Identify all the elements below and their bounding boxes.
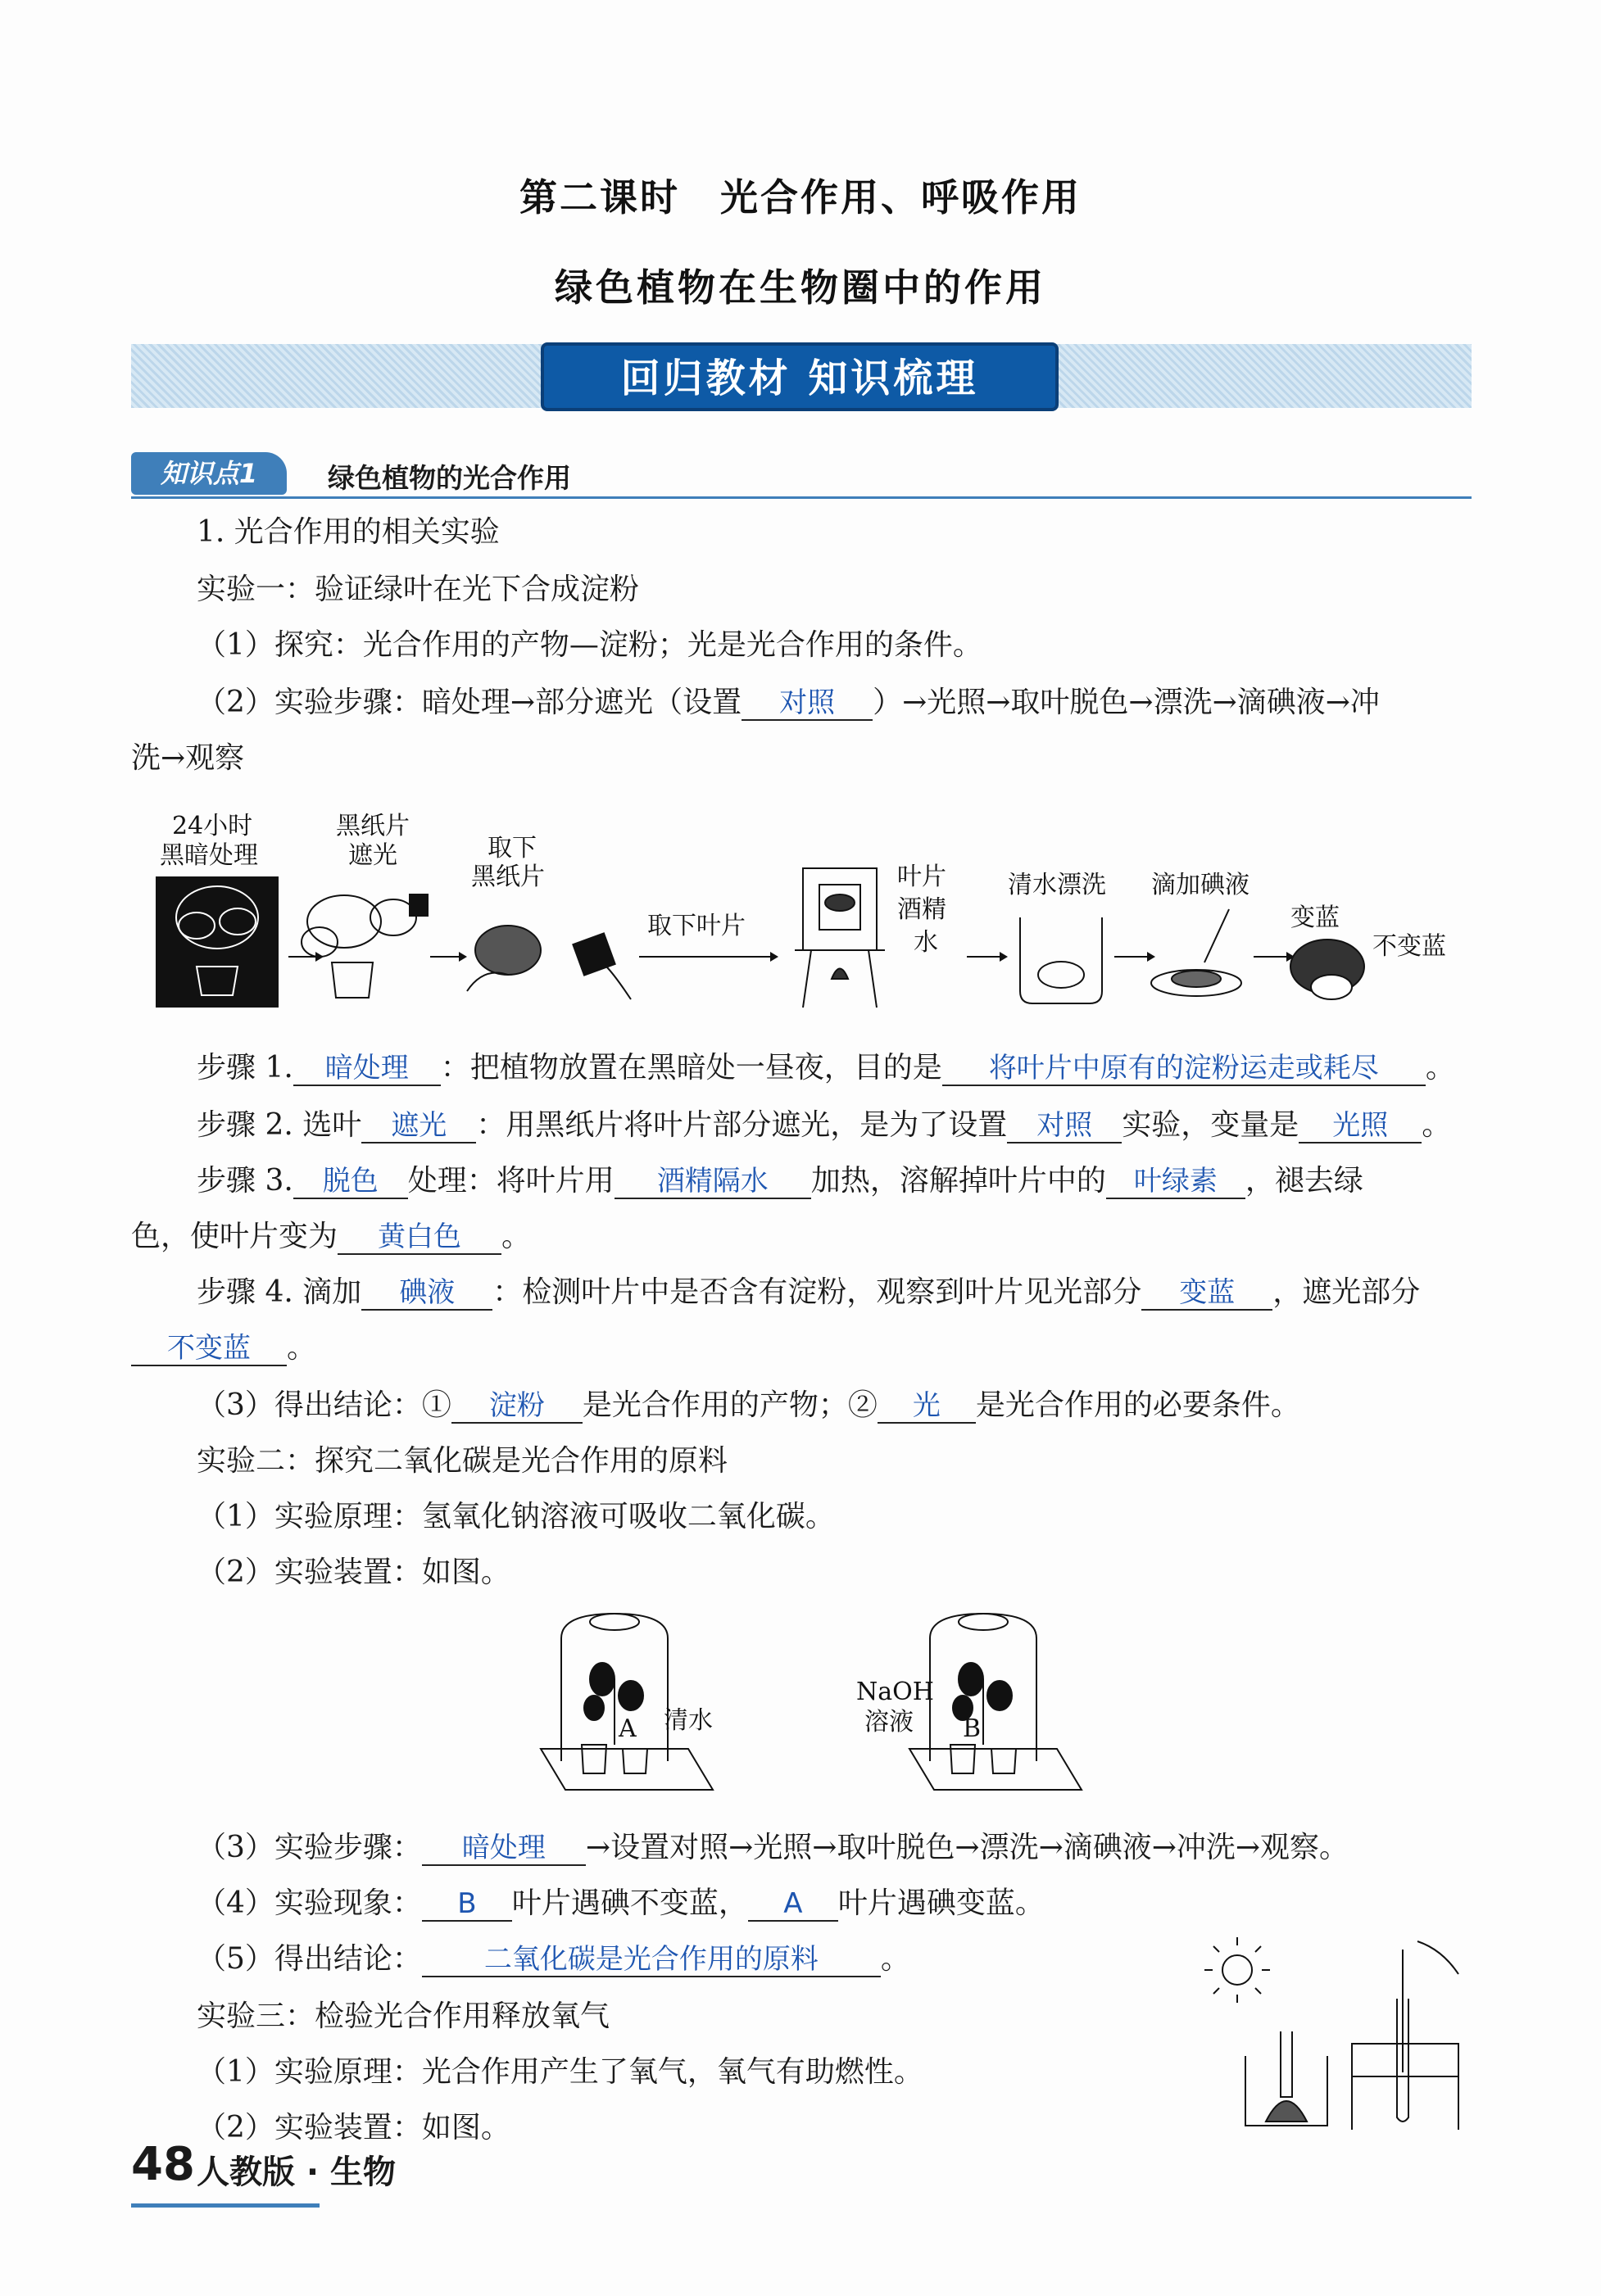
answer-blank: 暗处理 [293,1052,441,1086]
text: ：用黑纸片将叶片部分遮光，是为了设置 [476,1108,1008,1142]
label-naoh: NaOH [856,1678,934,1706]
label-take-leaf: 取下叶片 [647,912,746,940]
text: ）→光照→取叶脱色→漂洗→滴碘液→冲 [873,686,1380,719]
label-blue: 变蓝 [1290,903,1340,932]
line-5: 洗→观察 [131,741,245,775]
bell-jar-figure [524,1605,1163,1802]
knowledge-point-tag: 知识点1 [131,452,287,495]
text: 。 [1422,1108,1452,1142]
label-leaf: 叶片 [897,863,946,891]
page-number: 48 [131,2138,195,2191]
answer-blank: 光照 [1299,1109,1422,1143]
text: 步骤 2. 选叶 [197,1108,362,1142]
answer-blank: 光 [878,1389,976,1424]
label-not-blue: 不变蓝 [1372,932,1446,961]
text: →设置对照→光照→取叶脱色→漂洗→滴碘液→冲洗→观察。 [585,1831,1349,1864]
label-water: 清水 [664,1706,713,1735]
hands-with-leaf [467,926,631,999]
label-paper-1: 黑纸片 [336,812,410,840]
text: 叶片遇碘不变蓝， [511,1886,748,1920]
dark-box [156,876,279,1008]
label-dark-2: 黑暗处理 [160,841,258,870]
text: 步骤 4. 滴加 [197,1275,362,1309]
step-3-cont [131,1219,531,1255]
text: 是光合作用的必要条件。 [975,1388,1300,1422]
text: 处理：将叶片用 [407,1164,615,1198]
answer-blank: 暗处理 [422,1832,586,1866]
experiment-flow-figure [147,811,1475,1024]
answer-blank: 叶绿素 [1106,1165,1245,1199]
label-alcohol: 酒精 [897,895,946,924]
text: 加热，溶解掉叶片中的 [810,1164,1106,1198]
divider [131,496,1472,499]
answer-blank: 不变蓝 [131,1332,287,1366]
line-1: 1. 光合作用的相关实验 [197,515,500,549]
answer-blank: 黄白色 [338,1220,501,1255]
text: 。 [287,1331,317,1365]
text: 色，使叶片变为 [131,1220,338,1253]
experiment-2-device: （2）实验装置：如图。 [197,1556,510,1589]
label-paper-2: 遮光 [348,841,397,870]
label-rinse: 清水漂洗 [1008,871,1106,899]
label-water: 水 [914,928,938,957]
answer-blank: 二氧化碳是光合作用的原料 [422,1943,881,1977]
step-2 [197,1107,1451,1143]
sun-icon [1204,1937,1270,2003]
text: 。 [501,1220,532,1253]
text: 实验，变量是 [1122,1108,1299,1142]
experiment-2-observation [197,1886,1045,1922]
label-remove-2: 黑纸片 [471,863,545,891]
rinse-beaker [1020,917,1102,1003]
step-4 [197,1275,1420,1311]
lesson-title: 第二课时 光合作用、呼吸作用 [519,175,1082,220]
label-iodine: 滴加碘液 [1151,871,1250,899]
footer-bar [131,2203,320,2208]
experiment-2-title: 实验二：探究二氧化碳是光合作用的原料 [197,1444,728,1478]
experiment-3-principle: （1）实验原理：光合作用产生了氧气，氧气有助燃性。 [197,2055,923,2089]
text: 步骤 3. [197,1164,293,1198]
answer-blank: 淀粉 [451,1389,583,1424]
text: （3）实验步骤： [197,1831,422,1864]
label-b: B [963,1714,982,1743]
answer-blank: A [748,1887,838,1922]
beaker-with-plant [1245,2031,1327,2126]
experiment-3-device: （2）实验装置：如图。 [197,2111,510,2144]
answer-blank: 对照 [742,686,873,721]
line-2: 实验一：验证绿叶在光下合成淀粉 [197,573,640,606]
text: 步骤 1. [197,1051,293,1085]
text: ：检测叶片中是否含有淀粉，观察到叶片见光部分 [492,1275,1142,1309]
text: ，遮光部分 [1272,1275,1421,1309]
text: 叶片遇碘变蓝。 [837,1886,1045,1920]
text: 。 [880,1942,910,1976]
text: 。 [1425,1051,1455,1085]
step-4-cont [131,1330,316,1366]
text: （3）得出结论：① [197,1388,451,1422]
answer-blank: B [422,1887,512,1922]
text: （5）得出结论： [197,1942,422,1976]
text: （4）实验现象： [197,1886,422,1920]
oxygen-test-figure [1196,1933,1491,2138]
answer-blank: 变蓝 [1141,1276,1272,1311]
step-1 [197,1050,1455,1086]
line-3: （1）探究：光合作用的产物—淀粉；光是光合作用的条件。 [197,628,982,662]
footer-text: 人教版 · 生物 [197,2153,397,2191]
answer-blank: 酒精隔水 [615,1165,811,1199]
page-subtitle: 绿色植物在生物圈中的作用 [555,265,1046,310]
jar-a [541,1614,713,1790]
knowledge-point-title: 绿色植物的光合作用 [328,462,571,494]
conclusion-1 [197,1388,1300,1424]
text: 是光合作用的产物；② [582,1388,878,1422]
step-3 [197,1163,1363,1199]
text: ，褪去绿 [1245,1164,1363,1198]
answer-blank: 对照 [1007,1109,1122,1143]
answer-blank: 脱色 [293,1165,408,1199]
result-leaf [1290,940,1364,999]
shaded-plant [302,894,428,998]
text: ：把植物放置在黑暗处一昼夜，目的是 [440,1051,942,1085]
jar-b [909,1614,1082,1790]
answer-blank: 碘液 [361,1276,492,1311]
test-tube-rack [1352,1941,1458,2130]
experiment-2-conclusion [197,1941,910,1977]
experiment-3-title: 实验三：检验光合作用释放氧气 [197,1999,610,2033]
experiment-2-principle: （1）实验原理：氢氧化钠溶液可吸收二氧化碳。 [197,1500,835,1533]
dish-dropper [1151,909,1241,996]
line-4 [197,685,1380,721]
label-remove-1: 取下 [488,834,537,863]
text: （2）实验步骤：暗处理→部分遮光（设置 [197,686,742,719]
label-dark-1: 24小时 [172,812,253,840]
answer-blank: 遮光 [361,1109,476,1143]
section-banner: 回归教材 知识梳理 [541,342,1059,411]
experiment-2-steps [197,1830,1349,1866]
label-a: A [619,1714,637,1743]
answer-blank: 将叶片中原有的淀粉运走或耗尽 [942,1052,1426,1086]
label-solution: 溶液 [864,1708,914,1737]
water-bath-apparatus [795,868,885,1008]
